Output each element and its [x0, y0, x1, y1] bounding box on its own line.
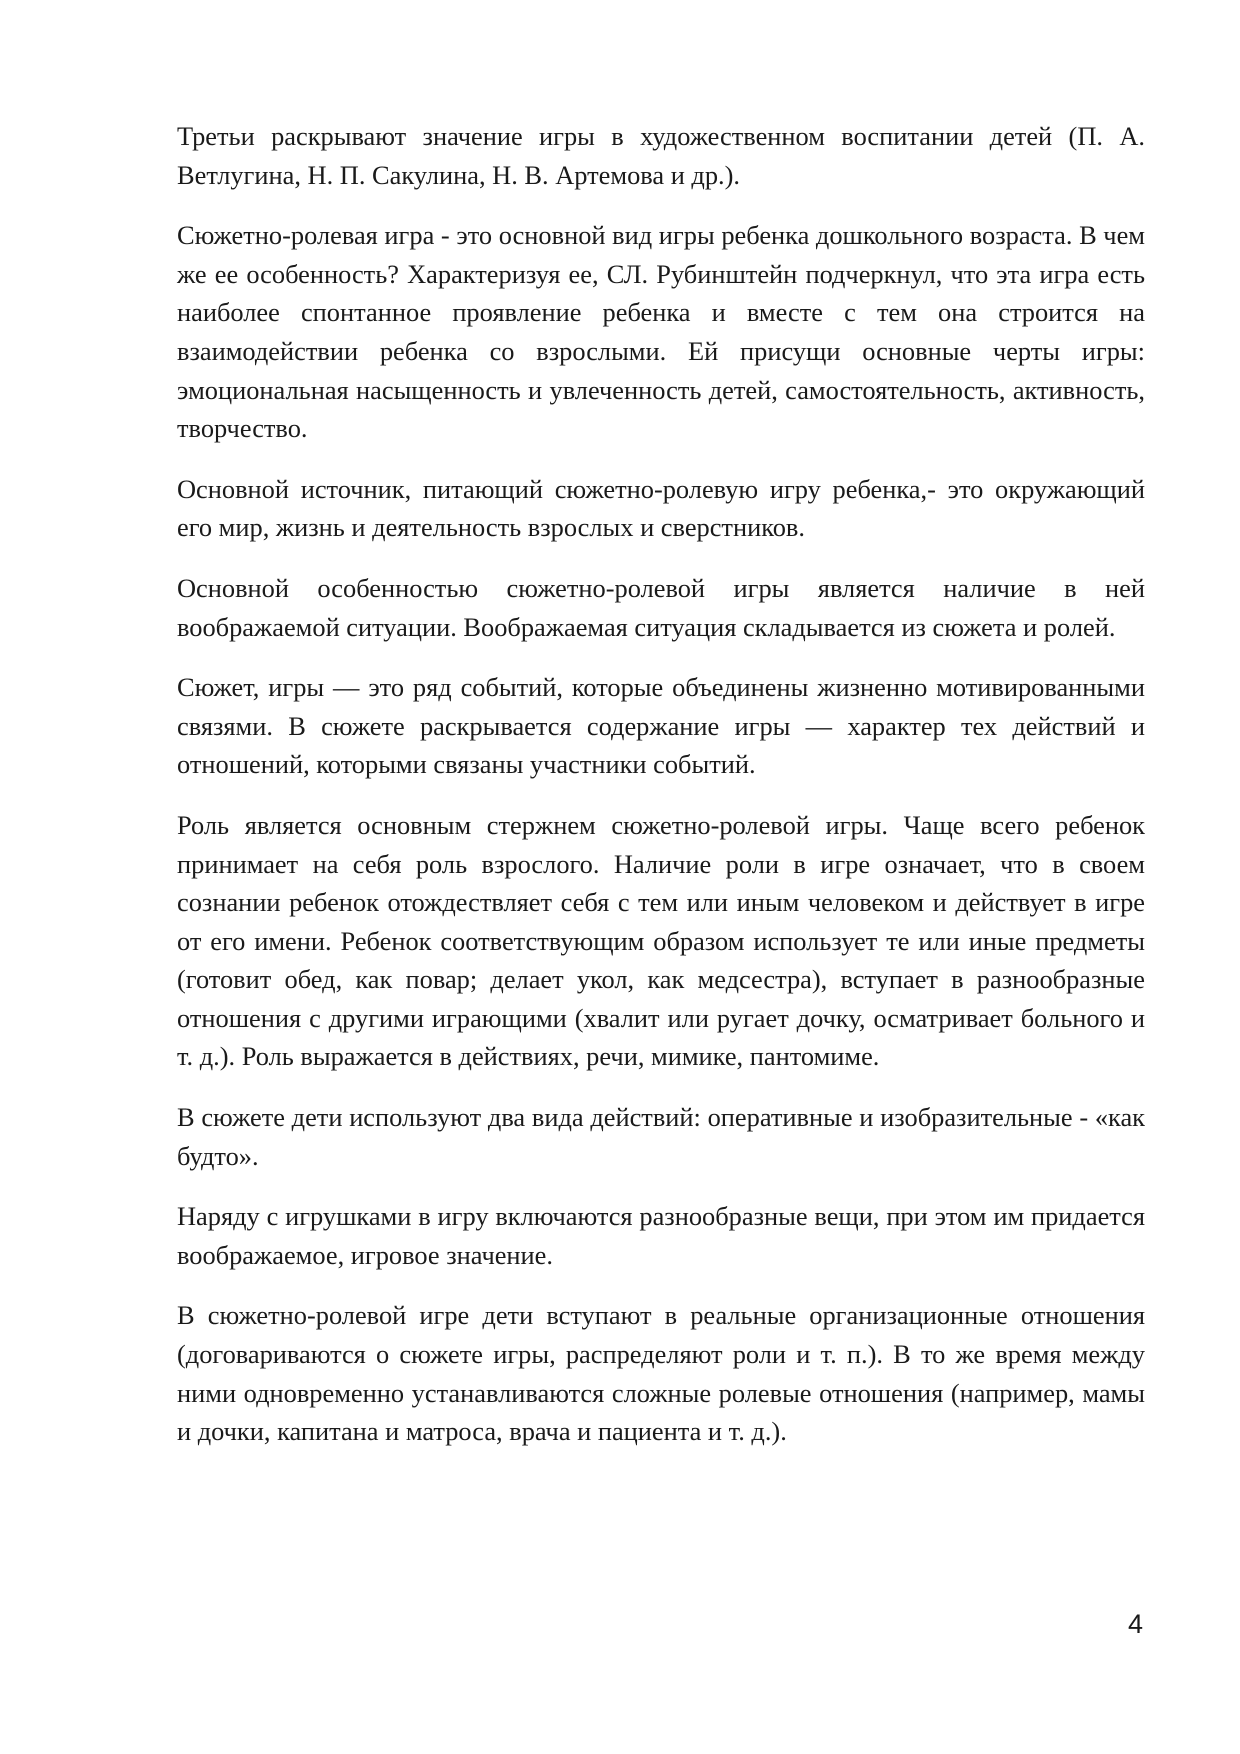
paragraph-role-play-definition: Сюжетно-ролевая игра - это основной вид игры ребенка дошкольного возраста. В чем же ее особенность? Характеризуя ее, СЛ. Рубинштейн подчеркнул, что эта игра есть наиболее спонтанное проявление ребенка и вместе с тем она строится на взаимодействии ребенка со взрослыми. Ей присущи основные черты игры: эмоциональная насыщенность и увлеченность детей, самостоятельность, активность, творчество.	[177, 220, 1145, 444]
paragraph-relations: В сюжетно-ролевой игре дети вступают в реальные организационные отношения (договариваются о сюжете игры, распределяют роли и т. п.). В то же время между ними одновременно устанавливаются сложные ролевые отношения (например, мамы и дочки, капитана и матроса, врача и пациента и т. д.).	[177, 1300, 1145, 1447]
paragraph-actions: В сюжете дети используют два вида действий: оперативные и изобразительные - «как будто».	[177, 1102, 1145, 1171]
body-text	[177, 117, 1145, 1473]
paragraph-plot: Сюжет, игры — это ряд событий, которые объединены жизненно мотивированными связями. В сюжете раскрывается содержание игры — характер тех действий и отношений, которыми связаны участники событий.	[177, 672, 1145, 780]
paragraph-imaginary-situation: Основной особенностью сюжетно-ролевой игры является наличие в ней воображаемой ситуации. Воображаемая ситуация складывается из сюжета и ролей.	[177, 572, 1145, 642]
paragraph-main-source: Основной источник, питающий сюжетно-ролевую игру ребенка,- это окружающий его мир, жизнь и деятельность взрослых и сверстников.	[177, 473, 1145, 543]
paragraph-things: Наряду с игрушками в игру включаются разнообразные вещи, при этом им придается воображаемое, игровое значение.	[177, 1201, 1145, 1270]
page-number: 4	[1128, 1609, 1144, 1639]
paragraph-art-education: Третьи раскрывают значение игры в художественном воспитании детей (П. А. Ветлугина, Н. П. Сакулина, Н. В. Артемова и др.).	[177, 121, 1145, 190]
paragraph-role: Роль является основным стержнем сюжетно-ролевой игры. Чаще всего ребенок принимает на себя роль взрослого. Наличие роли в игре означает, что в своем сознании ребенок отождествляет себя с тем или иным человеком и действует в игре от его имени. Ребенок соответствующим образом использует те или иные предметы (готовит обед, как повар; делает укол, как медсестра), вступает в разнообразные отношения с другими играющими (хвалит или ругает дочку, осматривает больного и т. д.). Роль выражается в действиях, речи, мимике, пантомиме.	[177, 809, 1145, 1072]
